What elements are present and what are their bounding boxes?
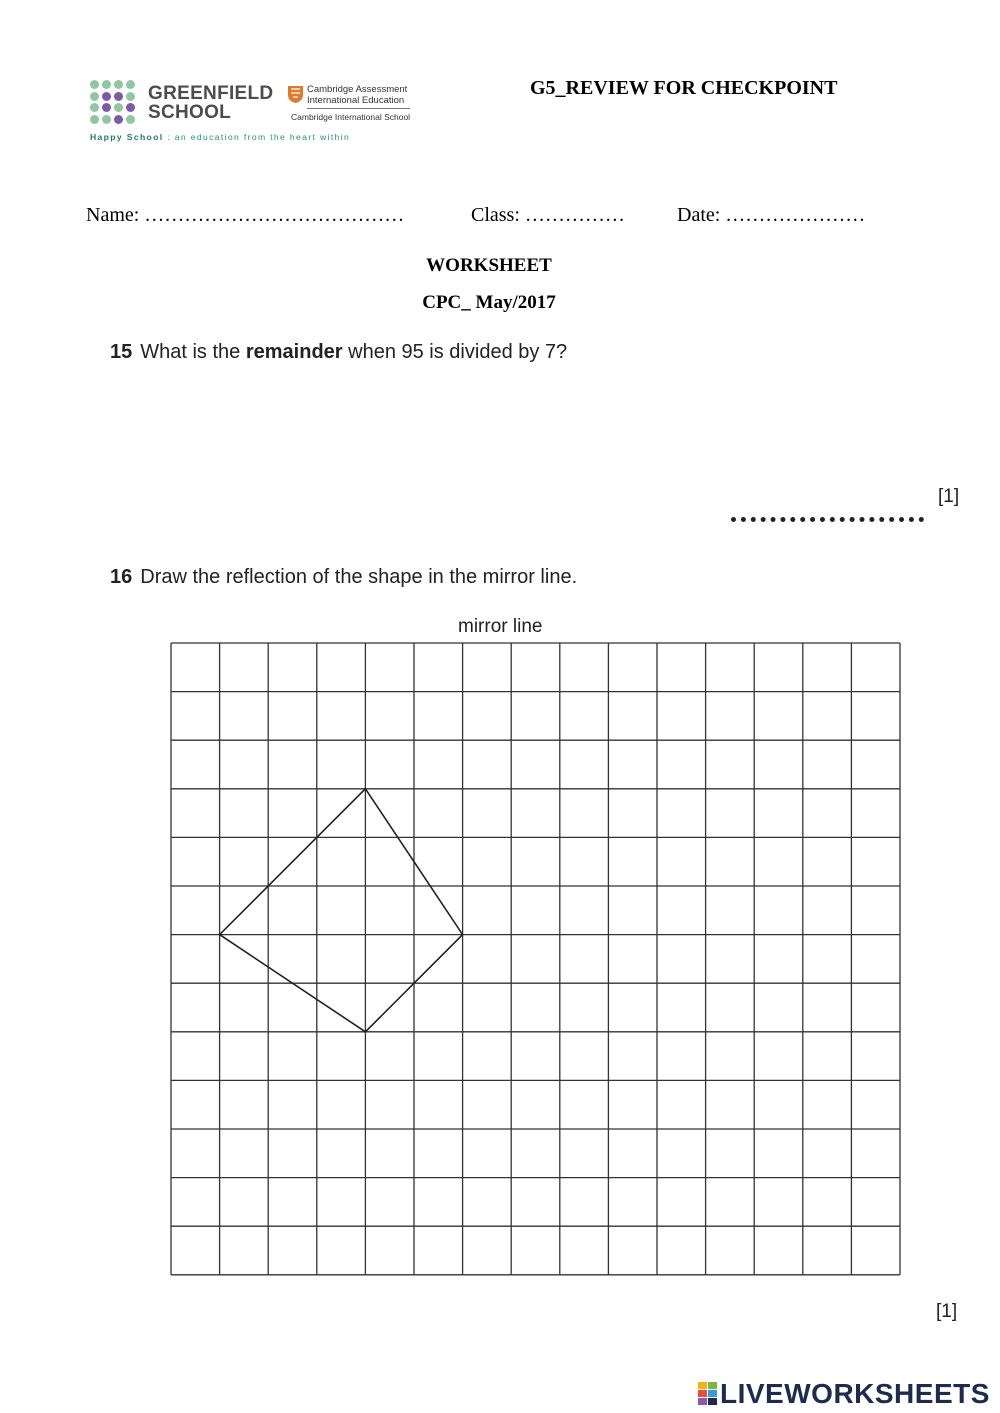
worksheet-subheading: CPC_ May/2017: [422, 292, 556, 313]
logo-dot-grid-icon: [90, 80, 140, 126]
liveworksheets-text: LIVEWORKSHEETS: [720, 1378, 990, 1409]
date-field[interactable]: Date: …………………: [677, 204, 866, 226]
name-field[interactable]: Name: …………………………………: [86, 204, 405, 226]
reflection-shape: [220, 789, 463, 1032]
logo-dot: [126, 103, 135, 112]
logo-dot: [90, 92, 99, 101]
logo-dot: [102, 80, 111, 89]
worksheet-heading: WORKSHEET: [426, 255, 552, 276]
logo-dot: [126, 80, 135, 89]
question-15-marks: [1]: [938, 486, 960, 507]
document-title: G5_REVIEW FOR CHECKPOINT: [530, 77, 838, 99]
school-tagline: [90, 132, 350, 142]
question-16-text: Draw the reflection of the shape in the mirror line.: [140, 566, 578, 588]
question-15-text-before: What is the: [140, 341, 246, 363]
logo-dot: [126, 115, 135, 124]
tagline-rest: : an education from the heart within: [163, 132, 351, 142]
question-16-marks: [1]: [936, 1301, 958, 1322]
question-15-answer-line[interactable]: [731, 511, 924, 522]
logo-dot: [126, 92, 135, 101]
class-field[interactable]: Class: ……………: [471, 204, 625, 226]
school-logo: [88, 78, 418, 146]
mirror-line-label: mirror line: [458, 616, 543, 637]
logo-dot: [114, 115, 123, 124]
logo-dot: [114, 80, 123, 89]
logo-dot: [90, 80, 99, 89]
question-16-number: 16: [110, 566, 133, 588]
cambridge-divider: [307, 108, 410, 109]
question-15-text-bold: remainder: [245, 341, 343, 363]
question-16: [110, 566, 577, 589]
logo-dot: [114, 92, 123, 101]
logo-dot: [102, 92, 111, 101]
school-name-line2: SCHOOL: [148, 102, 232, 123]
question-15-number: 15: [110, 341, 133, 363]
grid-lines: [171, 643, 900, 1275]
cambridge-shield-icon: [288, 86, 303, 103]
logo-dot: [90, 115, 99, 124]
liveworksheets-brand: [698, 1378, 994, 1410]
logo-dot: [102, 103, 111, 112]
cambridge-line3: Cambridge International School: [291, 112, 411, 122]
question-15: [110, 341, 567, 364]
tagline-prefix: Happy School: [90, 132, 164, 142]
logo-dot: [114, 103, 123, 112]
liveworksheets-logo-icon: [698, 1382, 718, 1406]
school-name-line1: GREENFIELD: [148, 83, 274, 104]
school-name: [148, 84, 273, 122]
logo-dot: [90, 103, 99, 112]
question-15-text-after: when 95 is divided by 7?: [342, 341, 568, 363]
cambridge-line2: International Education: [307, 95, 405, 106]
logo-dot: [102, 115, 111, 124]
cambridge-line1: Cambridge Assessment: [307, 84, 408, 95]
